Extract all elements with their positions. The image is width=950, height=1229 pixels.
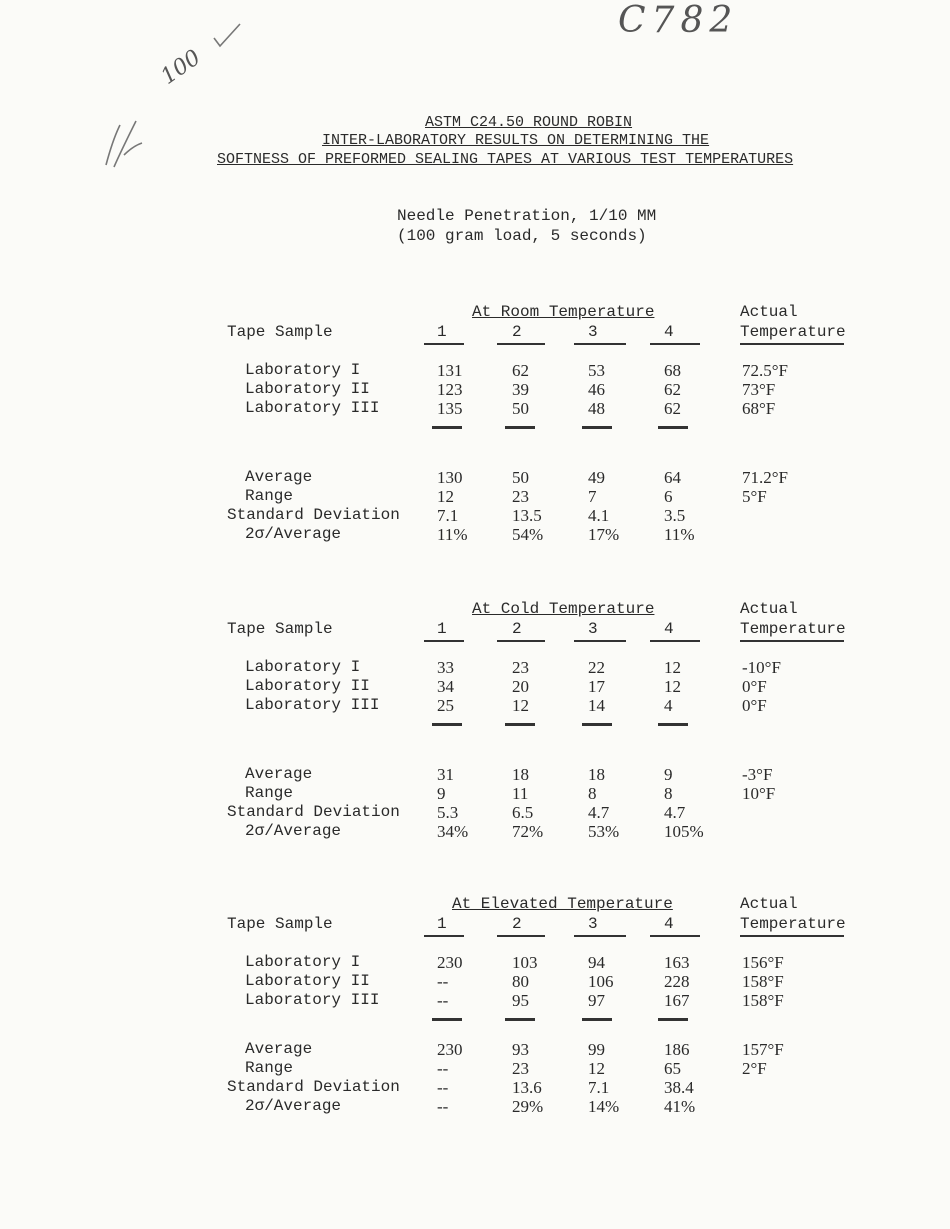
lab-row-value: 25 — [437, 696, 454, 715]
lab-row-value: 103 — [512, 953, 538, 972]
actual-label: Actual — [740, 303, 798, 321]
stat-row-value: 29% — [512, 1097, 544, 1116]
stat-row-value: 12 — [588, 1059, 605, 1078]
column-header: 3 — [588, 620, 598, 638]
lab-row-temp: 68°F — [742, 399, 776, 418]
stat-row-value: 53% — [588, 822, 620, 841]
stat-row-temp: -3°F — [742, 765, 773, 784]
stat-row-value: 72% — [512, 822, 544, 841]
stat-row-label: Standard Deviation — [227, 1078, 400, 1096]
tape-sample-label: Tape Sample — [227, 620, 333, 638]
sum-dash — [582, 426, 612, 429]
actual-label: Actual — [740, 600, 798, 618]
temperature-underline — [740, 343, 844, 345]
lab-row-value: 20 — [512, 677, 529, 696]
stat-row-temp: 5°F — [742, 487, 767, 506]
lab-row-value: -- — [437, 972, 449, 991]
lab-row-value: 106 — [588, 972, 614, 991]
lab-row-value: 167 — [664, 991, 690, 1010]
lab-row-value: 39 — [512, 380, 529, 399]
column-header: 1 — [437, 620, 447, 638]
stat-row-value: 93 — [512, 1040, 529, 1059]
stat-row-value: 41% — [664, 1097, 696, 1116]
stat-row-value: 4.7 — [588, 803, 610, 822]
column-underline — [497, 935, 545, 937]
lab-row-value: 123 — [437, 380, 463, 399]
stat-row-label: 2σ/Average — [245, 525, 342, 543]
lab-row-value: 97 — [588, 991, 605, 1010]
lab-row-value: 228 — [664, 972, 690, 991]
column-underline — [497, 343, 545, 345]
lab-row-value: 62 — [664, 380, 681, 399]
lab-row-value: 23 — [512, 658, 529, 677]
temperature-label: Temperature — [740, 323, 846, 341]
stat-row-label: 2σ/Average — [245, 1097, 342, 1115]
lab-row-temp: 156°F — [742, 953, 784, 972]
column-header: 3 — [588, 323, 598, 341]
column-header: 4 — [664, 323, 674, 341]
lab-row-value: 50 — [512, 399, 529, 418]
lab-row-temp: 0°F — [742, 696, 767, 715]
column-underline — [497, 640, 545, 642]
lab-row-value: 163 — [664, 953, 690, 972]
column-underline — [424, 640, 464, 642]
lab-row-temp: 73°F — [742, 380, 776, 399]
handwritten-check-mark — [210, 20, 244, 50]
sum-dash — [658, 426, 688, 429]
lab-row-value: 48 — [588, 399, 605, 418]
stat-row-value: 7.1 — [588, 1078, 610, 1097]
stat-row-value: 34% — [437, 822, 469, 841]
lab-row-label: Laboratory I — [245, 361, 361, 379]
stat-row-label: Range — [245, 784, 294, 802]
stat-row-value: 8 — [588, 784, 597, 803]
column-header: 2 — [512, 323, 522, 341]
lab-row-value: 12 — [512, 696, 529, 715]
lab-row-value: 17 — [588, 677, 605, 696]
stat-row-value: 6.5 — [512, 803, 534, 822]
stat-row-label: 2σ/Average — [245, 822, 342, 840]
sum-dash — [432, 426, 462, 429]
stat-row-value: 50 — [512, 468, 529, 487]
lab-row-value: 12 — [664, 677, 681, 696]
stat-row-value: 18 — [588, 765, 605, 784]
lab-row-value: 33 — [437, 658, 454, 677]
sum-dash — [432, 1018, 462, 1021]
stat-row-value: 49 — [588, 468, 605, 487]
stat-row-temp: 71.2°F — [742, 468, 789, 487]
stat-row-value: 65 — [664, 1059, 681, 1078]
column-underline — [650, 343, 700, 345]
lab-row-temp: 0°F — [742, 677, 767, 696]
stat-row-value: 11% — [664, 525, 695, 544]
stat-row-value: 186 — [664, 1040, 690, 1059]
handwritten-initials-mark — [100, 115, 150, 175]
lab-row-temp: 158°F — [742, 991, 784, 1010]
temperature-label: Temperature — [740, 620, 846, 638]
temperature-underline — [740, 640, 844, 642]
lab-row-value: 230 — [437, 953, 463, 972]
tape-sample-label: Tape Sample — [227, 323, 333, 341]
column-underline — [574, 343, 626, 345]
lab-row-temp: 72.5°F — [742, 361, 789, 380]
stat-row-value: 5.3 — [437, 803, 459, 822]
stat-row-value: -- — [437, 1097, 449, 1116]
stat-row-value: 14% — [588, 1097, 620, 1116]
column-header: 4 — [664, 915, 674, 933]
sum-dash — [505, 1018, 535, 1021]
stat-row-label: Range — [245, 487, 294, 505]
lab-row-label: Laboratory III — [245, 399, 380, 417]
stat-row-label: Average — [245, 1040, 313, 1058]
stat-row-value: 13.5 — [512, 506, 542, 525]
stat-row-value: 38.4 — [664, 1078, 694, 1097]
lab-row-value: 34 — [437, 677, 454, 696]
column-header: 4 — [664, 620, 674, 638]
stat-row-value: 230 — [437, 1040, 463, 1059]
stat-row-label: Standard Deviation — [227, 803, 400, 821]
stat-row-label: Range — [245, 1059, 294, 1077]
stat-row-value: 105% — [664, 822, 704, 841]
lab-row-value: 22 — [588, 658, 605, 677]
handwritten-margin-note: 100 — [156, 45, 206, 90]
sum-dash — [658, 1018, 688, 1021]
lab-row-temp: -10°F — [742, 658, 781, 677]
actual-label: Actual — [740, 895, 798, 913]
column-header: 2 — [512, 915, 522, 933]
lab-row-value: 131 — [437, 361, 463, 380]
stat-row-value: 4.1 — [588, 506, 610, 525]
sum-dash — [582, 1018, 612, 1021]
stat-row-temp: 10°F — [742, 784, 776, 803]
stat-row-value: 23 — [512, 1059, 529, 1078]
lab-row-value: 14 — [588, 696, 605, 715]
stat-row-value: 3.5 — [664, 506, 686, 525]
subtitle-line2: (100 gram load, 5 seconds) — [397, 227, 647, 245]
lab-row-value: -- — [437, 991, 449, 1010]
lab-row-value: 95 — [512, 991, 529, 1010]
stat-row-label: Average — [245, 765, 313, 783]
stat-row-value: 13.6 — [512, 1078, 542, 1097]
lab-row-value: 62 — [664, 399, 681, 418]
column-underline — [574, 640, 626, 642]
subtitle-line1: Needle Penetration, 1/10 MM — [397, 207, 657, 225]
lab-row-label: Laboratory I — [245, 953, 361, 971]
stat-row-value: 12 — [437, 487, 454, 506]
column-header: 1 — [437, 323, 447, 341]
stat-row-value: 64 — [664, 468, 681, 487]
lab-row-value: 62 — [512, 361, 529, 380]
lab-row-value: 80 — [512, 972, 529, 991]
stat-row-value: 11% — [437, 525, 468, 544]
lab-row-label: Laboratory II — [245, 677, 370, 695]
stat-row-temp: 157°F — [742, 1040, 784, 1059]
section-title: At Room Temperature — [472, 303, 655, 321]
stat-row-value: 7 — [588, 487, 597, 506]
tape-sample-label: Tape Sample — [227, 915, 333, 933]
lab-row-value: 68 — [664, 361, 681, 380]
stat-row-value: -- — [437, 1059, 449, 1078]
column-underline — [424, 935, 464, 937]
column-underline — [650, 935, 700, 937]
doc-title-line1: ASTM C24.50 ROUND ROBIN — [425, 114, 633, 131]
lab-row-value: 46 — [588, 380, 605, 399]
sum-dash — [582, 723, 612, 726]
column-header: 1 — [437, 915, 447, 933]
lab-row-label: Laboratory I — [245, 658, 361, 676]
sum-dash — [505, 723, 535, 726]
sum-dash — [432, 723, 462, 726]
stat-row-value: 31 — [437, 765, 454, 784]
column-underline — [574, 935, 626, 937]
stat-row-value: 9 — [664, 765, 673, 784]
lab-row-value: 94 — [588, 953, 605, 972]
temperature-underline — [740, 935, 844, 937]
lab-row-temp: 158°F — [742, 972, 784, 991]
stat-row-value: 130 — [437, 468, 463, 487]
doc-title-line3: SOFTNESS OF PREFORMED SEALING TAPES AT VARIOUS TEST TEMPERATURES — [217, 151, 794, 168]
lab-row-label: Laboratory II — [245, 972, 370, 990]
lab-row-label: Laboratory III — [245, 696, 380, 714]
stat-row-value: 11 — [512, 784, 529, 803]
sum-dash — [658, 723, 688, 726]
lab-row-value: 4 — [664, 696, 673, 715]
stat-row-value: 17% — [588, 525, 620, 544]
column-header: 3 — [588, 915, 598, 933]
sum-dash — [505, 426, 535, 429]
doc-title-line2: INTER-LABORATORY RESULTS ON DETERMINING THE — [322, 132, 710, 149]
lab-row-label: Laboratory III — [245, 991, 380, 1009]
stat-row-value: 99 — [588, 1040, 605, 1059]
stat-row-label: Average — [245, 468, 313, 486]
stat-row-value: 8 — [664, 784, 673, 803]
section-title: At Elevated Temperature — [452, 895, 673, 913]
stat-row-value: 9 — [437, 784, 446, 803]
column-header: 2 — [512, 620, 522, 638]
handwritten-code: C782 — [618, 0, 739, 41]
stat-row-value: 23 — [512, 487, 529, 506]
lab-row-value: 53 — [588, 361, 605, 380]
stat-row-value: 54% — [512, 525, 544, 544]
lab-row-value: 12 — [664, 658, 681, 677]
stat-row-value: 7.1 — [437, 506, 459, 525]
lab-row-value: 135 — [437, 399, 463, 418]
column-underline — [424, 343, 464, 345]
stat-row-temp: 2°F — [742, 1059, 767, 1078]
section-title: At Cold Temperature — [472, 600, 655, 618]
stat-row-value: 4.7 — [664, 803, 686, 822]
lab-row-label: Laboratory II — [245, 380, 370, 398]
stat-row-value: 6 — [664, 487, 673, 506]
stat-row-label: Standard Deviation — [227, 506, 400, 524]
temperature-label: Temperature — [740, 915, 846, 933]
column-underline — [650, 640, 700, 642]
stat-row-value: -- — [437, 1078, 449, 1097]
stat-row-value: 18 — [512, 765, 529, 784]
